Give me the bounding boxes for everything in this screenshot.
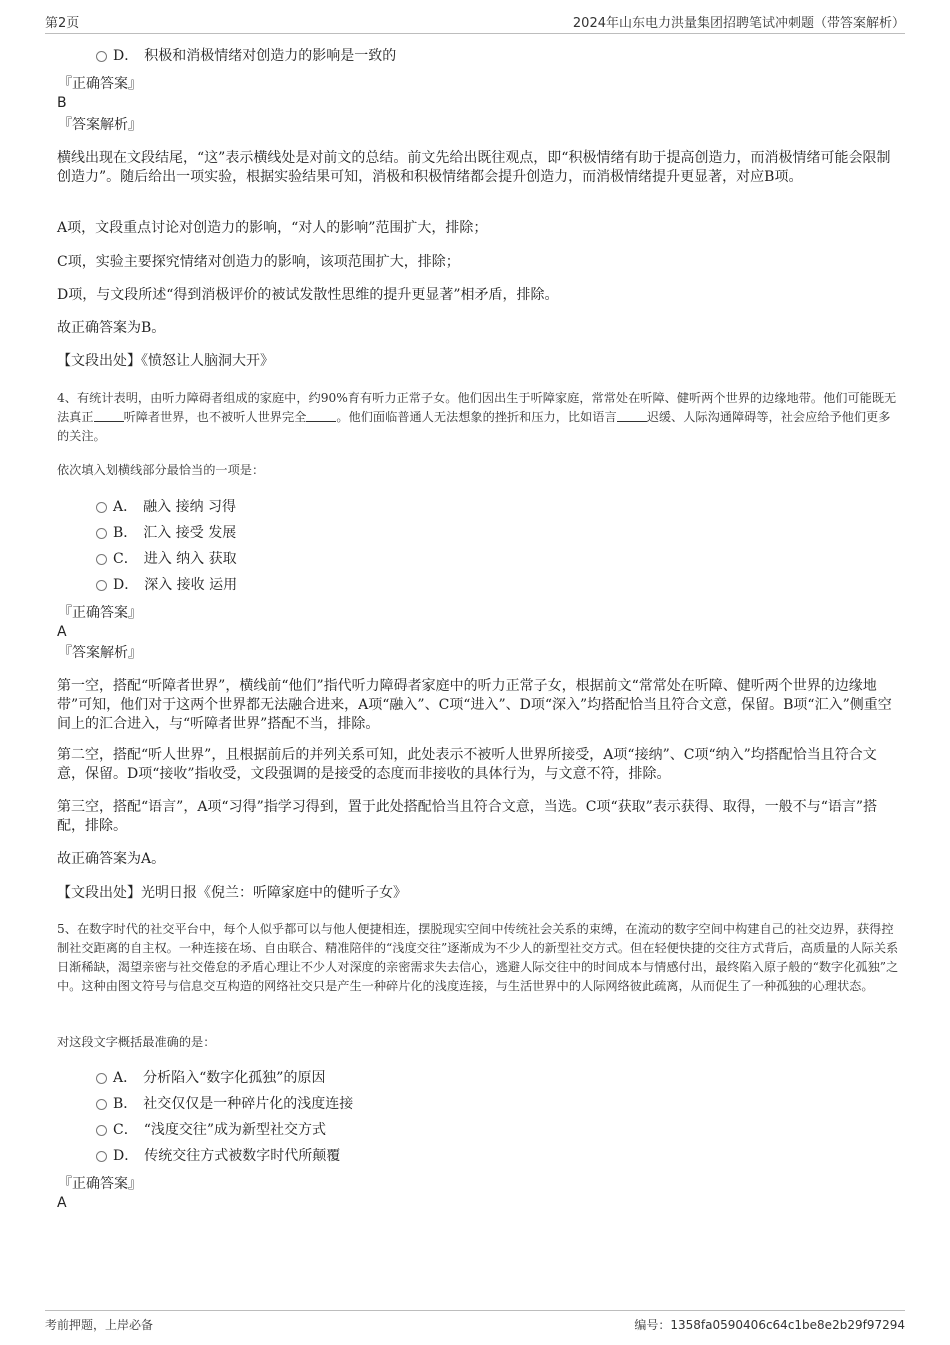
q5-option-a[interactable]: A． 分析陷入“数字化孤独”的原因: [96, 1068, 325, 1088]
analysis-paragraph: 故正确答案为B。: [57, 320, 166, 336]
question-stem: 5、在数字时代的社交平台中，每个人似乎都可以与他人便捷相连，摆脱现实空间中传统社会关系的束缚，在流动的数字空间中构建自己的社交边界，获得控制社交距离的自主权。一种连接在场、自由联合、精准陪伴的“浅度交往”逐渐成为不少人的新型社交方式。但在轻便快捷的交往方式背后，高质量的人际关系日渐稀缺，渴望亲密与社交倦怠的矛盾心理让不少人对深度的亲密需求失去信心，逃避人际交往中的时间成本与情感付出，最终陷入原子般的“数字化孤独”之中。这种由图文符号与信息交互构造的网络社交只是产生一种碎片化的浅度连接，与生活世界中的人际网络彼此疏离，从而促生了一种孤独的心理状态。: [57, 922, 899, 993]
analysis-paragraph: 故正确答案为A。: [57, 851, 166, 867]
radio-icon[interactable]: [96, 1125, 107, 1136]
radio-icon[interactable]: [96, 580, 107, 591]
analysis-paragraph: 横线出现在文段结尾，“这”表示横线处是对前文的总结。前文先给出既往观点，即“积极情绪有助于提高创造力，而消极情绪可能会限制创造力”。随后给出一项实验，根据实验结果可知，消极和积极情绪都会提升创造力，而消极情绪提升更显著，对应B项。: [57, 150, 891, 185]
source-citation: 【文段出处】光明日报《倪兰：听障家庭中的健听子女》: [57, 885, 407, 901]
analysis-paragraph: A项，文段重点讨论对创造力的影响，“对人的影响”范围扩大，排除；: [57, 220, 488, 236]
answer-value: A: [57, 1195, 67, 1211]
radio-icon[interactable]: [96, 502, 107, 513]
blank-line: [94, 410, 124, 422]
source-citation: 【文段出处】《愤怒让人脑洞大开》: [57, 353, 274, 369]
q4-option-a[interactable]: A． 融入 接纳 习得: [96, 497, 236, 517]
radio-icon[interactable]: [96, 528, 107, 539]
q3-option-d[interactable]: D． 积极和消极情绪对创造力的影响是一致的: [96, 46, 396, 66]
question-prompt: 对这段文字概括最准确的是：: [57, 1035, 216, 1049]
q4-option-c[interactable]: C． 进入 纳入 获取: [96, 549, 237, 569]
page-header: [45, 12, 905, 34]
q4-option-d[interactable]: D． 深入 接收 运用: [96, 575, 237, 595]
analysis-paragraph: D项，与文段所述“得到消极评价的被试发散性思维的提升更显著”相矛盾，排除。: [57, 287, 559, 303]
q5-option-b[interactable]: B． 社交仅仅是一种碎片化的浅度连接: [96, 1094, 353, 1114]
analysis-label: 『答案解析』: [58, 117, 142, 133]
analysis-paragraph: 第三空，搭配“语言”，A项“习得”指学习得到，置于此处搭配恰当且符合文意，当选。C项“获取”表示获得、取得，一般不与“语言”搭配，排除。: [57, 799, 878, 834]
q5-option-c[interactable]: C． “浅度交往”成为新型社交方式: [96, 1120, 326, 1140]
document-title: 2024年山东电力洪量集团招聘笔试冲刺题（带答案解析）: [572, 16, 905, 31]
analysis-paragraph: C项，实验主要探究情绪对创造力的影响，该项范围扩大，排除；: [57, 254, 460, 270]
question-stem: 4、有统计表明，由听力障碍者组成的家庭中，约90%育有听力正常子女。他们因出生于听障家庭，常常处在听障、健听两个世界的边缘地带。他们可能既无法真正 听障者世界，也不被听人世界完全 。他们面临普通人无法想象的挫折和压力，比如语言 迟缓、人际沟通障碍等，社会应给予他们更多的关注。: [57, 391, 897, 443]
page-number: 第2页: [45, 16, 80, 31]
answer-label: 『正确答案』: [58, 1176, 142, 1192]
document-id: 编号：1358fa0590406c64c1be8e2b29f97294: [634, 1318, 905, 1332]
footer-slogan: 考前押题，上岸必备: [45, 1318, 154, 1332]
blank-line: [617, 410, 647, 422]
answer-value: B: [57, 95, 67, 111]
page-footer: [45, 1310, 905, 1336]
question-prompt: 依次填入划横线部分最恰当的一项是：: [57, 463, 265, 477]
analysis-label: 『答案解析』: [58, 645, 142, 661]
q4-option-b[interactable]: B． 汇入 接受 发展: [96, 523, 236, 543]
answer-value: A: [57, 624, 67, 640]
answer-label: 『正确答案』: [58, 76, 142, 92]
analysis-paragraph: 第一空，搭配“听障者世界”，横线前“他们”指代听力障碍者家庭中的听力正常子女，根据前文“常常处在听障、健听两个世界的边缘地带”可知，他们对于这两个世界都无法融合进来，A项“融入”、C项“进入”、D项“深入”均搭配恰当且符合文意，保留。B项“汇入”侧重空间上的汇合进入，与“听障者世界”搭配不当，排除。: [57, 678, 892, 732]
answer-label: 『正确答案』: [58, 605, 142, 621]
q5-option-d[interactable]: D． 传统交往方式被数字时代所颠覆: [96, 1146, 340, 1166]
blank-line: [306, 410, 336, 422]
radio-icon[interactable]: [96, 1099, 107, 1110]
radio-icon[interactable]: [96, 1151, 107, 1162]
radio-icon[interactable]: [96, 554, 107, 565]
radio-icon[interactable]: [96, 1073, 107, 1084]
radio-icon[interactable]: [96, 51, 107, 62]
analysis-paragraph: 第二空，搭配“听人世界”，且根据前后的并列关系可知，此处表示不被听人世界所接受，A项“接纳”、C项“纳入”均搭配恰当且符合文意，保留。D项“接收”指收受，文段强调的是接受的态度而非接收的具体行为，与文意不符，排除。: [57, 747, 877, 782]
